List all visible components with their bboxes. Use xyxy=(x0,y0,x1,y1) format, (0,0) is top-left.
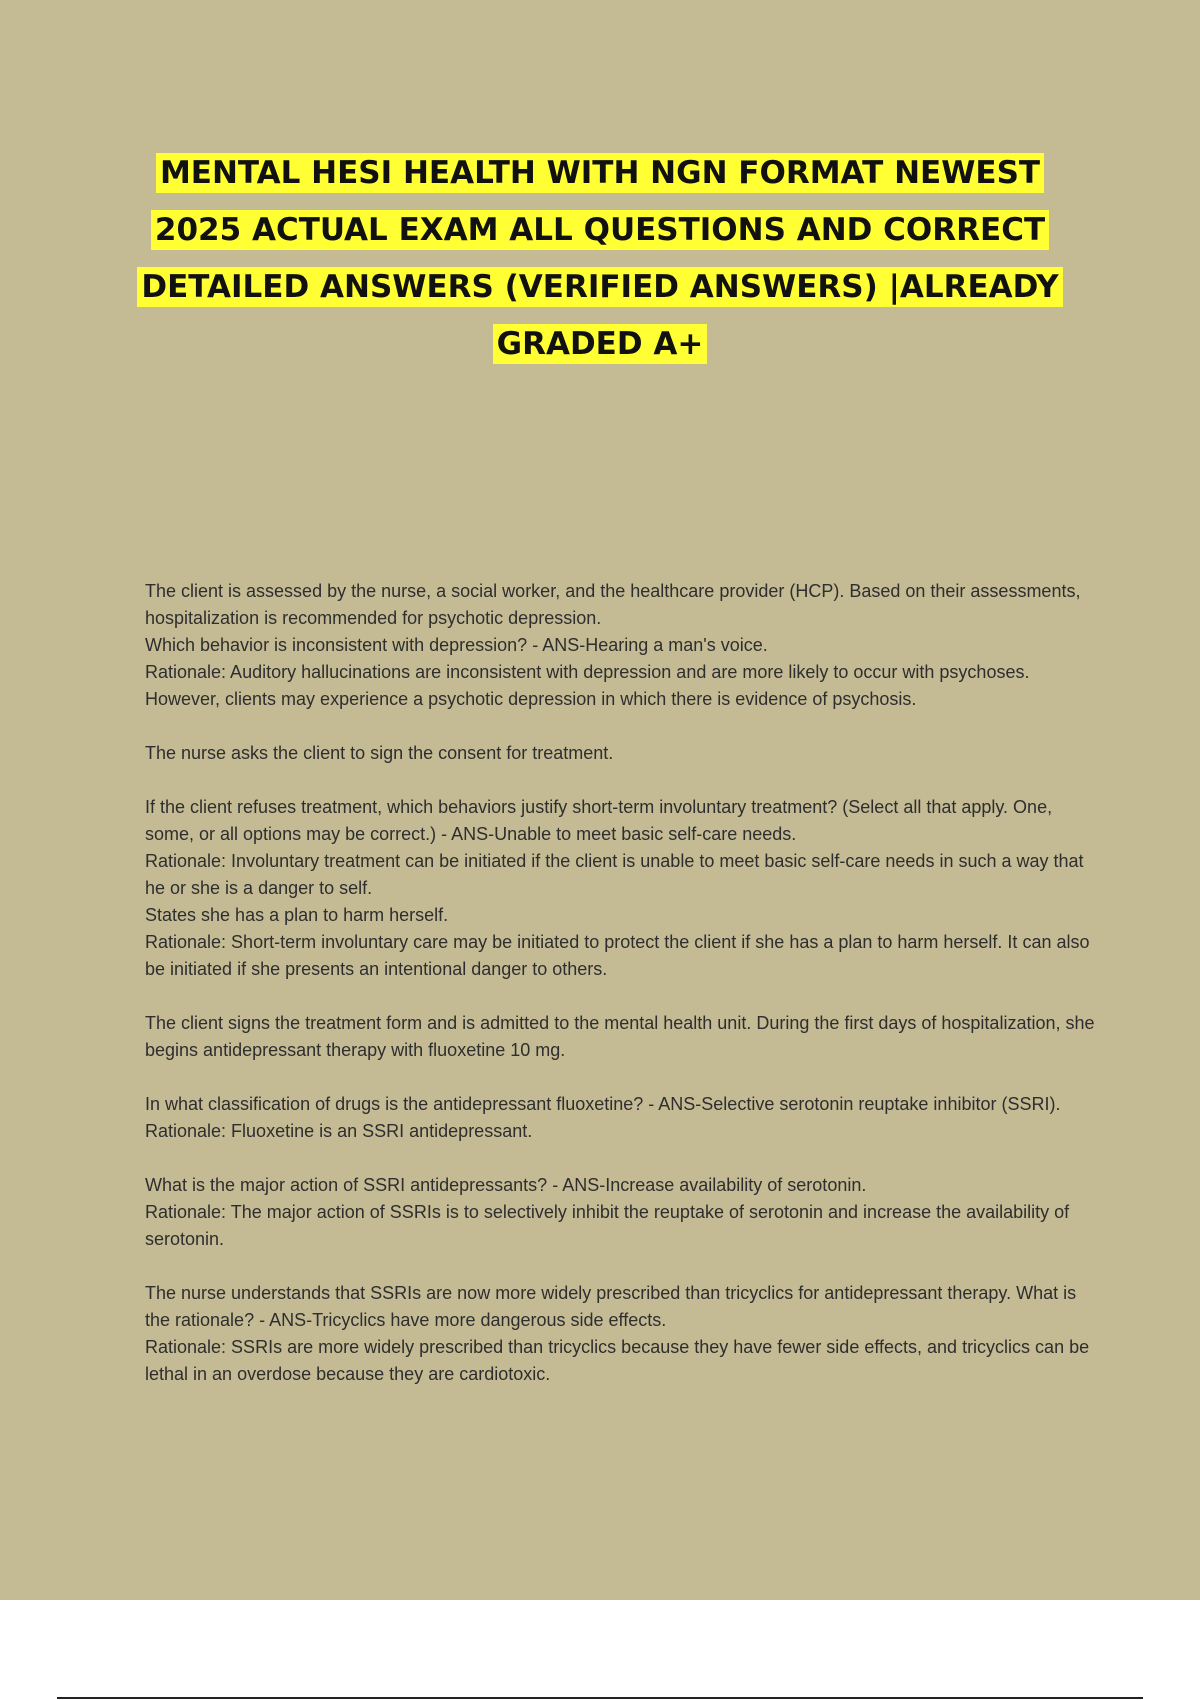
body-text: If the client refuses treatment, which behaviors justify short-term involuntary treatment? (Select all that apply. One, some, or all options may be correct.) - ANS-Unable to meet basic self-care needs. xyxy=(145,797,1053,844)
body-text: The client is assessed by the nurse, a social worker, and the healthcare provider (HCP). Based on their assessments, hospitalization is recommended for psychotic depression. xyxy=(145,581,1081,628)
body-text: What is the major action of SSRI antidepressants? - ANS-Increase availability of serotonin. xyxy=(145,1175,867,1195)
body-text: Which behavior is inconsistent with depression? - ANS-Hearing a man's voice. xyxy=(145,635,768,655)
question-block xyxy=(145,740,1095,767)
question-block xyxy=(145,1010,1095,1064)
title-line: GRADED A+ xyxy=(493,324,708,364)
body-text: States she has a plan to harm herself. xyxy=(145,905,449,925)
question-block xyxy=(145,1172,1095,1253)
document-body xyxy=(145,578,1095,1415)
body-text: Rationale: Fluoxetine is an SSRI antidepressant. xyxy=(145,1121,533,1141)
body-text: The nurse asks the client to sign the consent for treatment. xyxy=(145,743,614,763)
body-text: The nurse understands that SSRIs are now more widely prescribed than tricyclics for antidepressant therapy. What is the rationale? - ANS-Tricyclics have more dangerous side effects. xyxy=(145,1283,1077,1330)
document-title xyxy=(120,145,1080,373)
question-block xyxy=(145,1091,1095,1145)
body-text: Rationale: Auditory hallucinations are inconsistent with depression and are more likely to occur with psychoses. However, clients may experience a psychotic depression in which there is evidence of psychosis. xyxy=(145,662,1030,709)
title-line: MENTAL HESI HEALTH WITH NGN FORMAT NEWEST xyxy=(156,153,1044,193)
title-line: 2025 ACTUAL EXAM ALL QUESTIONS AND CORRECT xyxy=(151,210,1049,250)
body-text: In what classification of drugs is the antidepressant fluoxetine? - ANS-Selective serotonin reuptake inhibitor (SSRI). xyxy=(145,1094,1061,1114)
body-text: Rationale: Involuntary treatment can be initiated if the client is unable to meet basic self-care needs in such a way that he or she is a danger to self. xyxy=(145,851,1084,898)
title-line: DETAILED ANSWERS (VERIFIED ANSWERS) |ALREADY xyxy=(137,267,1062,307)
body-text: Rationale: The major action of SSRIs is to selectively inhibit the reuptake of serotonin and increase the availability of serotonin. xyxy=(145,1202,1070,1249)
question-block xyxy=(145,1280,1095,1388)
body-text: Rationale: Short-term involuntary care may be initiated to protect the client if she has a plan to harm herself. It can also be initiated if she presents an intentional danger to others. xyxy=(145,932,1090,979)
question-block xyxy=(145,794,1095,983)
body-text: Rationale: SSRIs are more widely prescribed than tricyclics because they have fewer side effects, and tricyclics can be lethal in an overdose because they are cardiotoxic. xyxy=(145,1337,1090,1384)
body-text: The client signs the treatment form and is admitted to the mental health unit. During the first days of hospitalization, she begins antidepressant therapy with fluoxetine 10 mg. xyxy=(145,1013,1095,1060)
question-block xyxy=(145,578,1095,713)
page-divider xyxy=(57,1697,1143,1699)
